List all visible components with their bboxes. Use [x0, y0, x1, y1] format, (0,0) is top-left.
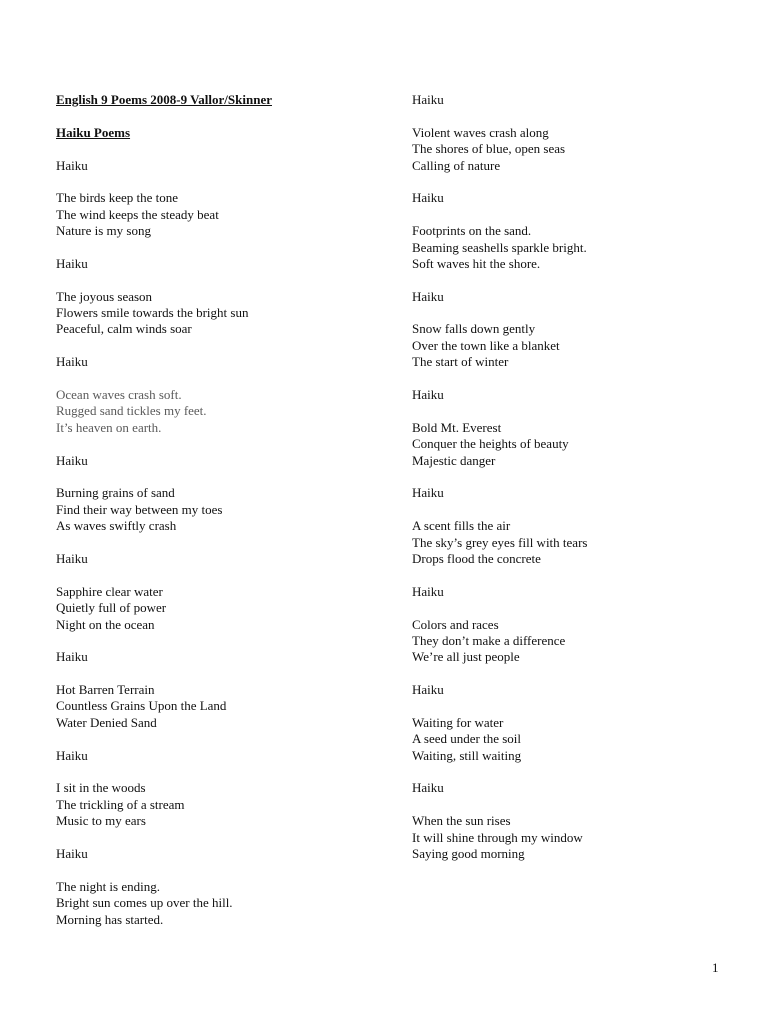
poem-line: It’s heaven on earth. [56, 419, 162, 435]
poem-line: Beaming seashells sparkle bright. [412, 239, 587, 255]
poem-line: The joyous season [56, 288, 153, 304]
poem-block [56, 551, 386, 633]
poem-block [412, 92, 742, 174]
poem-label: Haiku [412, 583, 444, 599]
poem-line: We’re all just people [412, 649, 520, 665]
poem-line: Find their way between my toes [56, 501, 223, 517]
poem-block [412, 387, 742, 469]
poem-label: Haiku [56, 845, 88, 861]
poem-line: Conquer the heights of beauty [412, 436, 569, 452]
poem-line: It will shine through my window [412, 829, 583, 845]
poem-line: The sky’s grey eyes fill with tears [412, 534, 588, 550]
poem-block [56, 354, 386, 436]
poem-label: Haiku [56, 452, 88, 468]
poem-block [56, 453, 386, 535]
section-title: Haiku Poems [56, 124, 131, 140]
poem-line: Over the town like a blanket [412, 337, 560, 353]
poem-label: Haiku [412, 190, 444, 206]
poem-block [412, 584, 742, 666]
poem-line: Sapphire clear water [56, 583, 163, 599]
poem-label: Haiku [56, 157, 88, 173]
right-column [412, 92, 742, 862]
poem-line: The trickling of a stream [56, 796, 185, 812]
poem-line: A seed under the soil [412, 731, 522, 747]
poem-label: Haiku [412, 682, 444, 698]
poem-line: Music to my ears [56, 813, 146, 829]
poem-line: As waves swiftly crash [56, 518, 177, 534]
poem-line: Snow falls down gently [412, 321, 536, 337]
poem-line: The birds keep the tone [56, 190, 179, 206]
poem-label: Haiku [412, 288, 444, 304]
poem-line: Footprints on the sand. [412, 223, 532, 239]
poem-label: Haiku [56, 354, 88, 370]
poem-line: Rugged sand tickles my feet. [56, 403, 207, 419]
poem-label: Haiku [56, 255, 88, 271]
poem-block [412, 289, 742, 371]
poem-line: Majestic danger [412, 452, 496, 468]
poem-line: Calling of nature [412, 157, 501, 173]
document-header-title: English 9 Poems 2008-9 Vallor/Skinner [56, 92, 272, 107]
poem-line: Ocean waves crash soft. [56, 387, 182, 403]
poem-label: Haiku [56, 550, 88, 566]
poem-line: Water Denied Sand [56, 714, 157, 730]
poem-label: Haiku [412, 387, 444, 403]
poem-line: They don’t make a difference [412, 632, 566, 648]
poem-block [56, 158, 386, 240]
poem-line: A scent fills the air [412, 518, 511, 534]
poem-block [412, 190, 742, 272]
poem-block [56, 256, 386, 338]
poem-line: Nature is my song [56, 223, 151, 239]
poem-line: Waiting, still waiting [412, 747, 522, 763]
poem-line: Waiting for water [412, 714, 504, 730]
poem-line: Violent waves crash along [412, 124, 549, 140]
poem-line: The start of winter [412, 354, 509, 370]
poem-line: Quietly full of power [56, 600, 167, 616]
poem-line: The night is ending. [56, 878, 160, 894]
poem-line: Peaceful, calm winds soar [56, 321, 192, 337]
poem-line: When the sun rises [412, 813, 511, 829]
poem-label: Haiku [412, 485, 444, 501]
poem-line: Countless Grains Upon the Land [56, 698, 227, 714]
poem-line: Hot Barren Terrain [56, 682, 155, 698]
poem-block [412, 682, 742, 764]
poem-line: Morning has started. [56, 911, 164, 927]
poem-line: Bright sun comes up over the hill. [56, 895, 233, 911]
poem-label: Haiku [56, 747, 88, 763]
poem-line: Drops flood the concrete [412, 550, 541, 566]
left-column [56, 92, 386, 928]
poem-block [412, 780, 742, 862]
poem-line: Burning grains of sand [56, 485, 175, 501]
poem-line: The wind keeps the steady beat [56, 206, 219, 222]
poem-line: Soft waves hit the shore. [412, 255, 541, 271]
poem-line: Saying good morning [412, 845, 525, 861]
poem-line: Flowers smile towards the bright sun [56, 305, 249, 321]
poem-label: Haiku [56, 649, 88, 665]
poem-label: Haiku [412, 92, 444, 107]
poem-line: The shores of blue, open seas [412, 141, 566, 157]
poem-line: Colors and races [412, 616, 499, 632]
poem-line: Night on the ocean [56, 616, 155, 632]
poem-block [56, 846, 386, 928]
poem-block [56, 748, 386, 830]
poem-block [412, 485, 742, 567]
poem-label: Haiku [412, 780, 444, 796]
poem-block [56, 649, 386, 731]
poem-line: Bold Mt. Everest [412, 419, 502, 435]
page-number: 1 [712, 960, 719, 975]
poem-line: I sit in the woods [56, 780, 146, 796]
